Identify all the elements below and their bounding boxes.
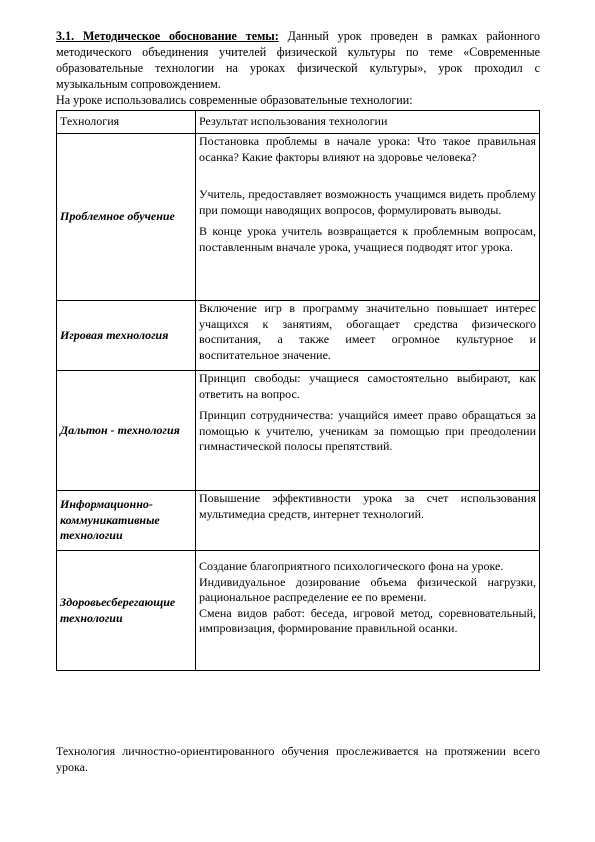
table-row <box>57 134 540 301</box>
table-header-row <box>57 111 540 134</box>
result-paragraph: Создание благоприятного психологического фона на уроке. <box>199 559 504 573</box>
section-heading: 3.1. Методическое обоснование темы: <box>56 29 279 43</box>
technology-result <box>196 551 540 671</box>
technology-name: Здоровьесберегающие технологии <box>57 551 196 671</box>
result-paragraph: Повышение эффективности урока за счет использования мультимедиа средств, интернет технологий. <box>199 491 536 521</box>
table-row <box>57 371 540 491</box>
technology-result <box>196 134 540 301</box>
technology-name: Проблемное обучение <box>57 134 196 301</box>
result-paragraph: Учитель, предоставляет возможность учащимся видеть проблему при помощи наводящих вопросов, формулировать выводы. <box>199 187 536 217</box>
technology-name: Дальтон - технология <box>57 371 196 491</box>
technology-table <box>56 110 540 671</box>
technology-result <box>196 301 540 371</box>
technology-name: Игровая технология <box>57 301 196 371</box>
intro-line2: На уроке использовались современные образовательные технологии: <box>56 93 413 107</box>
result-paragraph: Принцип свободы: учащиеся самостоятельно выбирают, как ответить на вопрос. <box>199 371 536 401</box>
document-page <box>56 28 540 671</box>
result-paragraph: Принцип сотрудничества: учащийся имеет право обращаться за помощью к учителю, ученикам за помощью при преодолении гимнастической полосы препятствий. <box>199 408 536 453</box>
intro-paragraph <box>56 28 540 108</box>
technology-result <box>196 371 540 491</box>
technology-name: Информационно-коммуникативные технологии <box>57 491 196 551</box>
result-paragraph: Индивидуальное дозирование объема физической нагрузки, рациональное распределение ее по времени. <box>199 574 536 604</box>
result-paragraph: Смена видов работ: беседа, игровой метод, соревновательный, импровизация, формирование правильной осанки. <box>199 605 536 635</box>
closing-paragraph: Технология личностно-ориентированного обучения прослеживается на протяжении всего урока. <box>56 744 540 774</box>
result-paragraph: В конце урока учитель возвращается к проблемным вопросам, поставленным вначале урока, учащиеся подводят итог урока. <box>199 224 536 254</box>
header-result: Результат использования технологии <box>196 111 540 134</box>
header-technology: Технология <box>57 111 196 134</box>
technology-result <box>196 491 540 551</box>
result-paragraph: Включение игр в программу значительно повышает интерес учащихся к занятиям, обогащает средства физического воспитания, а также имеет огромное культурное и воспитательное значение. <box>199 301 536 362</box>
table-row <box>57 551 540 671</box>
result-paragraph: Постановка проблемы в начале урока: Что такое правильная осанка? Какие факторы влияют на здоровье человека? <box>199 134 536 164</box>
intro-text: Данный урок проведен в рамках районного методического объединения учителей физической культуры по теме «Современные образовательные технологии на уроках физической культуры», урок проходил с музыкальным сопровождением. <box>56 29 540 91</box>
table-row <box>57 491 540 551</box>
table-row <box>57 301 540 371</box>
